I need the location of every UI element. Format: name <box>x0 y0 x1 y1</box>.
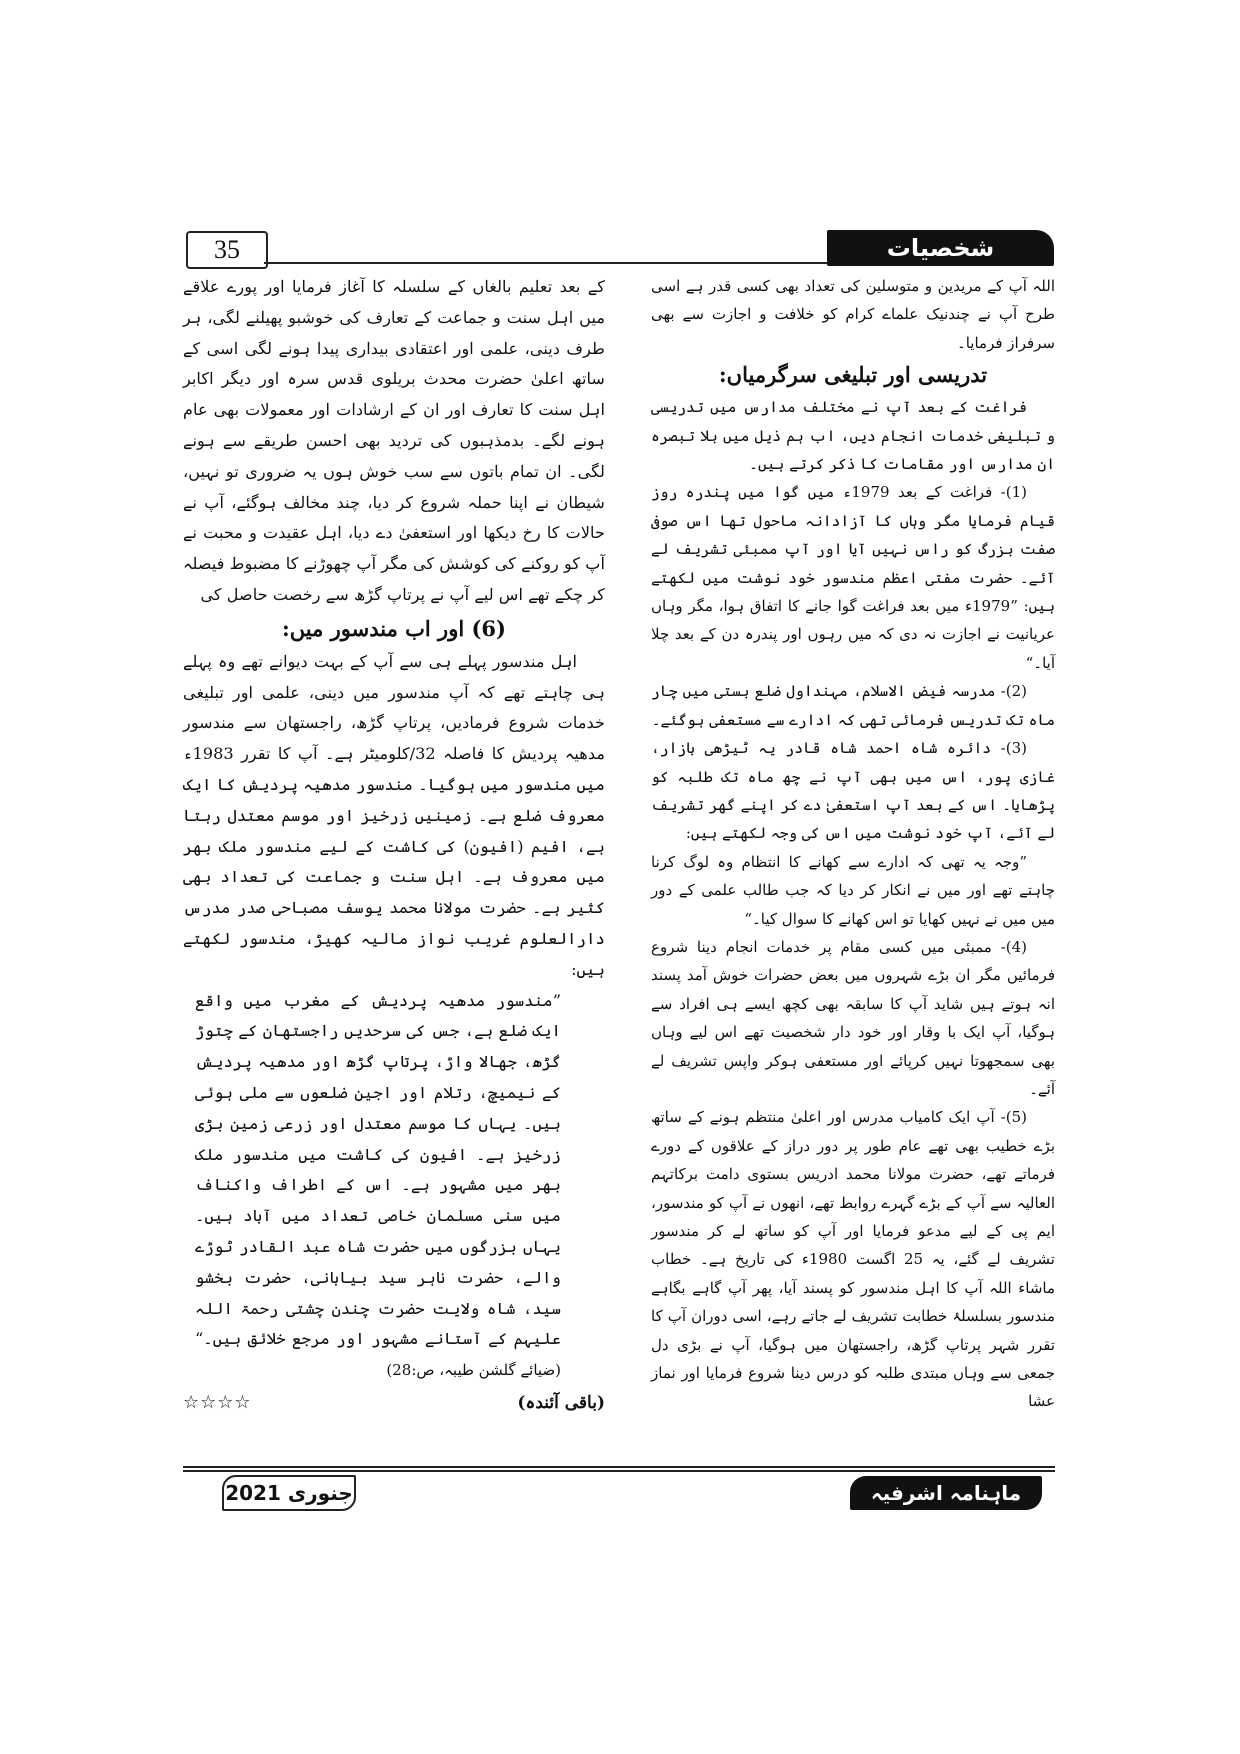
right-column <box>651 272 1055 1416</box>
header-rule <box>264 262 827 264</box>
item-4-paragraph: (4)- ممبئی میں کسی مقام پر خدمات انجام دینا شروع فرمائیں مگر ان بڑے شہروں میں بعض حضرات خوش آمد پسند انہ ہوتے ہیں شاید آپ کا سابقہ بھی کچھ ایسے ہی افراد سے ہوگیا، آپ ایک با وقار اور خود دار شخصیت تھے اس لیے وہاں بھی سمجھوتا نہیں کرپائے اور مستعفی ہوکر واپس تشریف لے آئے۔ <box>651 937 1055 1098</box>
star-ornament: ☆☆☆☆ <box>183 1391 252 1413</box>
magazine-name-banner: ماہنامہ اشرفیہ <box>850 1476 1042 1510</box>
item-3-quote: ”وجہ یہ تھی کہ ادارے سے کھانے کا انتظام وہ لوگ کرنا چاہتے تھے اور میں نے انکار کر دیا کہ جب طالب علمی کے دور میں میں نے نہیں کھایا تو اس کھانے کا سوال کیا۔“ <box>651 852 1055 928</box>
left-opening-paragraph: کے بعد تعلیم بالغاں کے سلسلہ کا آغاز فرمایا اور پورے علاقے میں اہل سنت و جماعت کے تعارف کی خوشبو پھیلنے لگی، ہر طرف دینی، علمی اور اعتقادی بیداری پیدا ہونے لگی اسی کے ساتھ اعلیٰ حضرت محدث بریلوی قدس سرہ اور دیگر اکابر اہل سنت کا تعارف اور ان کے ارشادات اور معمولات بھی عام ہونے لگے۔ بدمذہبوں کی تردید بھی احسن طریقے سے ہونے لگی۔ ان تمام باتوں سے سب خوش ہوں یہ ضروری تو نہیں، شیطان نے اپنا حملہ شروع کر دیا، چند مخالف ہوگئے، آپ نے حالات کا رخ دیکھا اور استعفیٰ دے دیا، اہل عقیدت و محبت نے آپ کو روکنے کی کوشش کی مگر آپ چھوڑنے کا مضبوط فیصلہ کر چکے تھے اس لیے آپ نے پرتاپ گڑھ سے رخصت حاصل کی <box>183 277 605 604</box>
block-quote <box>183 986 605 1386</box>
footer-rule-top <box>183 1466 1055 1468</box>
item-1-paragraph: (1)- فراغت کے بعد 1979ء میں گوا میں پندرہ روز قیام فرمایا مگر وہاں کا آزادانہ ماحول تھا اس صوفی صفت بزرگ کو راس نہیں آیا اور آپ ممبئی تشریف لے آئے۔ حضرت مفتی اعظم مندسور خود نوشت میں لکھتے ہیں: ”1979ء میں بعد فراغت گوا جانے کا اتفاق ہوا، مگر وہاں عریانیت نے اجازت نہ دی کہ میں رہوں اور پندرہ دن کے بعد چلا آیا۔“ <box>651 483 1055 672</box>
item-2-paragraph: (2)- مدرسہ فیض الاسلام، مہنداول ضلع بستی میں چار ماہ تک تدریس فرمائی تھی کہ ادارے سے مستعفی ہوگئے۔ <box>651 682 1055 729</box>
continued-label: (باقی آئندہ) <box>517 1392 605 1413</box>
mandsaur-paragraph: اہل مندسور پہلے ہی سے آپ کے بہت دیوانے تھے وہ پہلے ہی چاہتے تھے کہ آپ مندسور میں دینی، علمی اور تبلیغی خدمات شروع فرمادیں، پرتاپ گڑھ، راجستھان سے مندسور مدھیہ پردیش کا فاصلہ 32/کلومیٹر ہے۔ آپ کا تقرر 1983ء میں مندسور میں ہوگیا۔ مندسور مدھیہ پردیش کا ایک معروف ضلع ہے۔ زمینیں زرخیز اور موسم معتدل رہتا ہے، افیم (افیون) کی کاشت کے لیے مندسور ملک بھر میں معروف ہے۔ اہل سنت و جماعت کی تعداد بھی کثیر ہے۔ حضرت مولانا محمد یوسف مصباحی صدر مدرس دارالعلوم غریب نواز مالیہ کھیڑ، مندسور لکھتے ہیں: <box>183 651 605 979</box>
item-3-paragraph: (3)- دائرہ شاہ احمد شاہ قادر یہ ٹیڑھی بازار، غازی پور، اس میں بھی آپ نے چھ ماہ تک طلبہ کو پڑھایا۔ اس کے بعد آپ استعفیٰ دے کر اپنے گھر تشریف لے آئے، آپ خود نوشت میں اس کی وجہ لکھتے ہیں: <box>651 739 1055 843</box>
item-5-paragraph: (5)- آپ ایک کامیاب مدرس اور اعلیٰ منتظم ہونے کے ساتھ بڑے خطیب بھی تھے عام طور پر دور دراز کے علاقوں کے دورے فرماتے تھے، حضرت مولانا محمد ادریس بستوی دامت برکاتہم العالیہ سے آپ کے بڑے گہرے روابط تھے، انھوں نے آپ کو مندسور، ایم پی کے لیے مدعو فرمایا اور آپ کو ساتھ لے کر مندسور تشریف لے گئے، یہ 25 اگست 1980ء کی تاریخ ہے۔ خطاب ماشاء اللہ آپ کا اہل مندسور کو پسند آیا، پھر آپ گاہے بگاہے مندسور بسلسلۂ خطابت تشریف لے جاتے رہے، اسی دوران آپ کا تقرر شہر پرتاپ گڑھ، راجستھان میں ہوگیا، آپ نے بڑی دل جمعی سے وہاں مبتدی طلبہ کو درس دینا شروع فرمایا اور نماز عشا <box>651 1108 1055 1411</box>
issue-date: جنوری 2021 <box>222 1475 356 1511</box>
mandsaur-heading: (6) اور اب مندسور میں: <box>282 615 506 641</box>
right-opening-paragraph: اللہ آپ کے مریدین و متوسلین کی تعداد بھی کسی قدر ہے اسی طرح آپ نے چندنیک علماے کرام کو خلافت و اجازت سے بھی سرفراز فرمایا۔ <box>651 277 1055 352</box>
page-number: 35 <box>186 231 268 269</box>
intro-paragraph: فراغت کے بعد آپ نے مختلف مدارس میں تدریسی و تبلیغی خدمات انجام دیں، اب ہم ذیل میں بلا تبصرہ ان مدارس اور مقامات کا ذکر کرتے ہیں۔ <box>651 398 1055 474</box>
footer-rule-bottom <box>183 1470 1055 1472</box>
block-quote-text: ”مندسور مدھیہ پردیش کے مغرب میں واقع ایک ضلع ہے، جس کی سرحدیں راجستھان کے چتوڑ گڑھ، جھالا واڑ، پرتاپ گڑھ اور مدھیہ پردیش کے نیمیچ، رتلام اور اجین ضلعوں سے ملی ہوئی ہیں۔ یہاں کا موسم معتدل اور زرعی زمین بڑی زرخیز ہے۔ افیون کی کاشت میں مندسور ملک بھر میں مشہور ہے۔ اس کے اطراف واکناف میں سنی مسلمان خاصی تعداد میں آباد ہیں۔ یہاں بزرگوں میں حضرت شاہ عبد القادر ٹوڑے والے، حضرت ناہر سید بیابانی، حضرت بخشو سید، شاہ ولایت حضرت چندن چشتی رحمۃ اللہ علیہم کے آستانے مشہور اور مرجع خلائق ہیں۔“ <box>195 990 561 1349</box>
section-title-banner: شخصیات <box>827 230 1054 266</box>
section-heading: تدریسی اور تبلیغی سرگرمیاں: <box>718 362 988 388</box>
quote-citation: (ضیائے گلشن طیبہ، ص:28) <box>386 1361 561 1380</box>
continuation-line <box>183 1388 605 1419</box>
left-column <box>183 272 605 1419</box>
